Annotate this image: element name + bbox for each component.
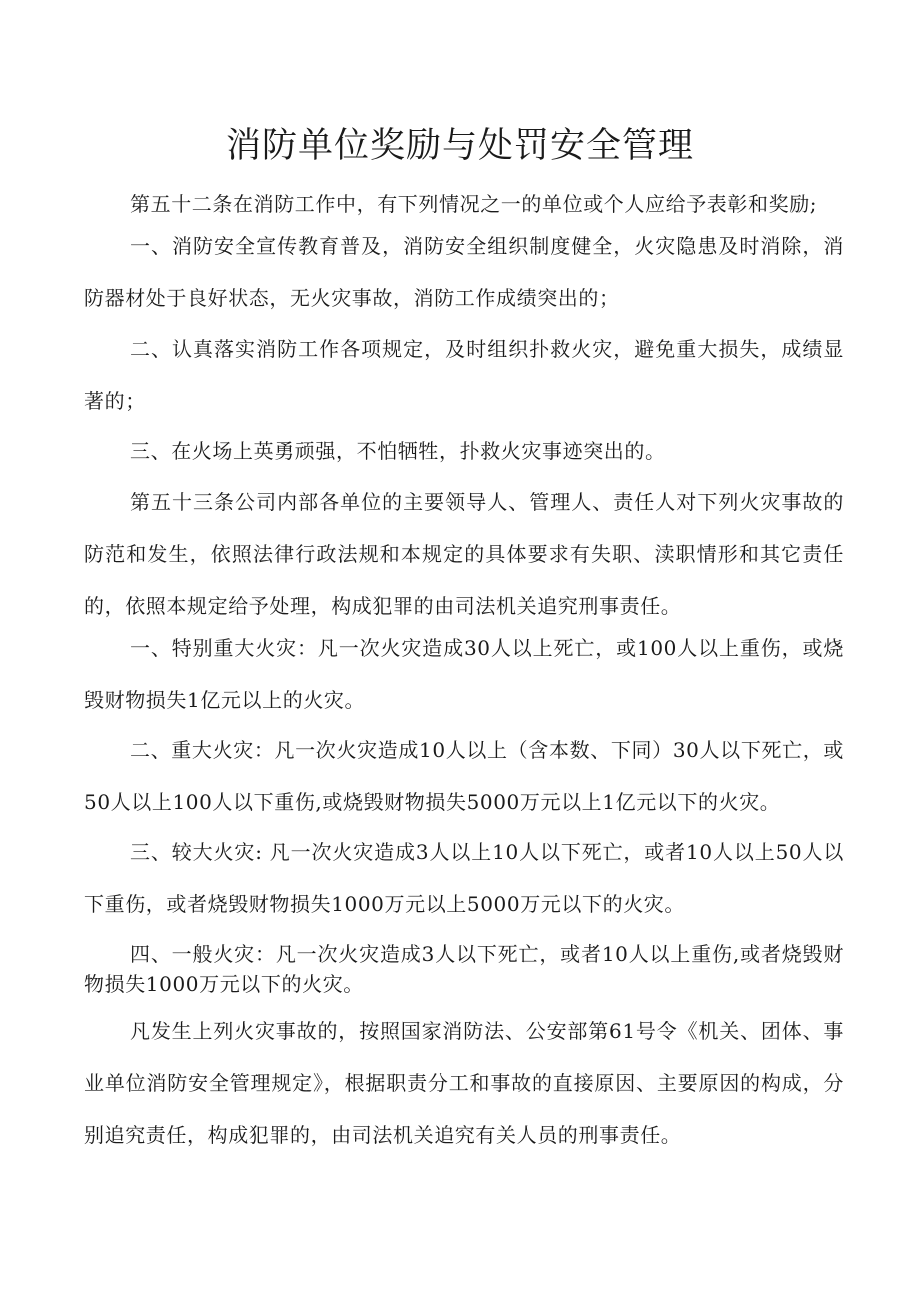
paragraph-fire-class-2: 二、重大火灾：凡一次火灾造成10人以上（含本数、下同）30人以下死亡，或50人以上100人以下重伤,或烧毁财物损失5000万元以上1亿元以下的火灾。 bbox=[84, 738, 844, 814]
paragraph-article-53: 第五十三条公司内部各单位的主要领导人、管理人、责任人对下列火灾事故的防范和发生，依照法律行政法规和本规定的具体要求有失职、渎职情形和其它责任的，依照本规定给予处理，构成犯罪的由司法机关追究刑事责任。 bbox=[84, 490, 844, 618]
paragraph-fire-class-4: 四、一般火灾：凡一次火灾造成3人以下死亡，或者10人以上重伤,或者烧毁财物损失1000万元以下的火灾。 bbox=[84, 942, 844, 996]
paragraph-article-52: 第五十二条在消防工作中，有下列情况之一的单位或个人应给予表彰和奖励; bbox=[130, 192, 818, 216]
paragraph-reward-3: 三、在火场上英勇顽强，不怕牺牲，扑救火灾事迹突出的。 bbox=[130, 439, 666, 463]
paragraph-liability: 凡发生上列火灾事故的，按照国家消防法、公安部第61号令《机关、团体、事业单位消防安全管理规定》，根据职责分工和事故的直接原因、主要原因的构成，分别追究责任，构成犯罪的，由司法机关追究有关人员的刑事责任。 bbox=[84, 1019, 844, 1147]
paragraph-fire-class-1: 一、特别重大火灾：凡一次火灾造成30人以上死亡，或100人以上重伤，或烧毁财物损失1亿元以上的火灾。 bbox=[84, 636, 844, 712]
document-title: 消防单位奖励与处罚安全管理 bbox=[225, 126, 694, 166]
paragraph-reward-2: 二、认真落实消防工作各项规定，及时组织扑救火灾，避免重大损失，成绩显著的； bbox=[84, 337, 844, 413]
paragraph-fire-class-3: 三、较大火灾: 凡一次火灾造成3人以上10人以下死亡，或者10人以上50人以下重伤，或者烧毁财物损失1000万元以上5000万元以下的火灾。 bbox=[84, 840, 844, 916]
paragraph-reward-1: 一、消防安全宣传教育普及，消防安全组织制度健全，火灾隐患及时消除，消防器材处于良好状态，无火灾事故，消防工作成绩突出的； bbox=[84, 234, 844, 310]
